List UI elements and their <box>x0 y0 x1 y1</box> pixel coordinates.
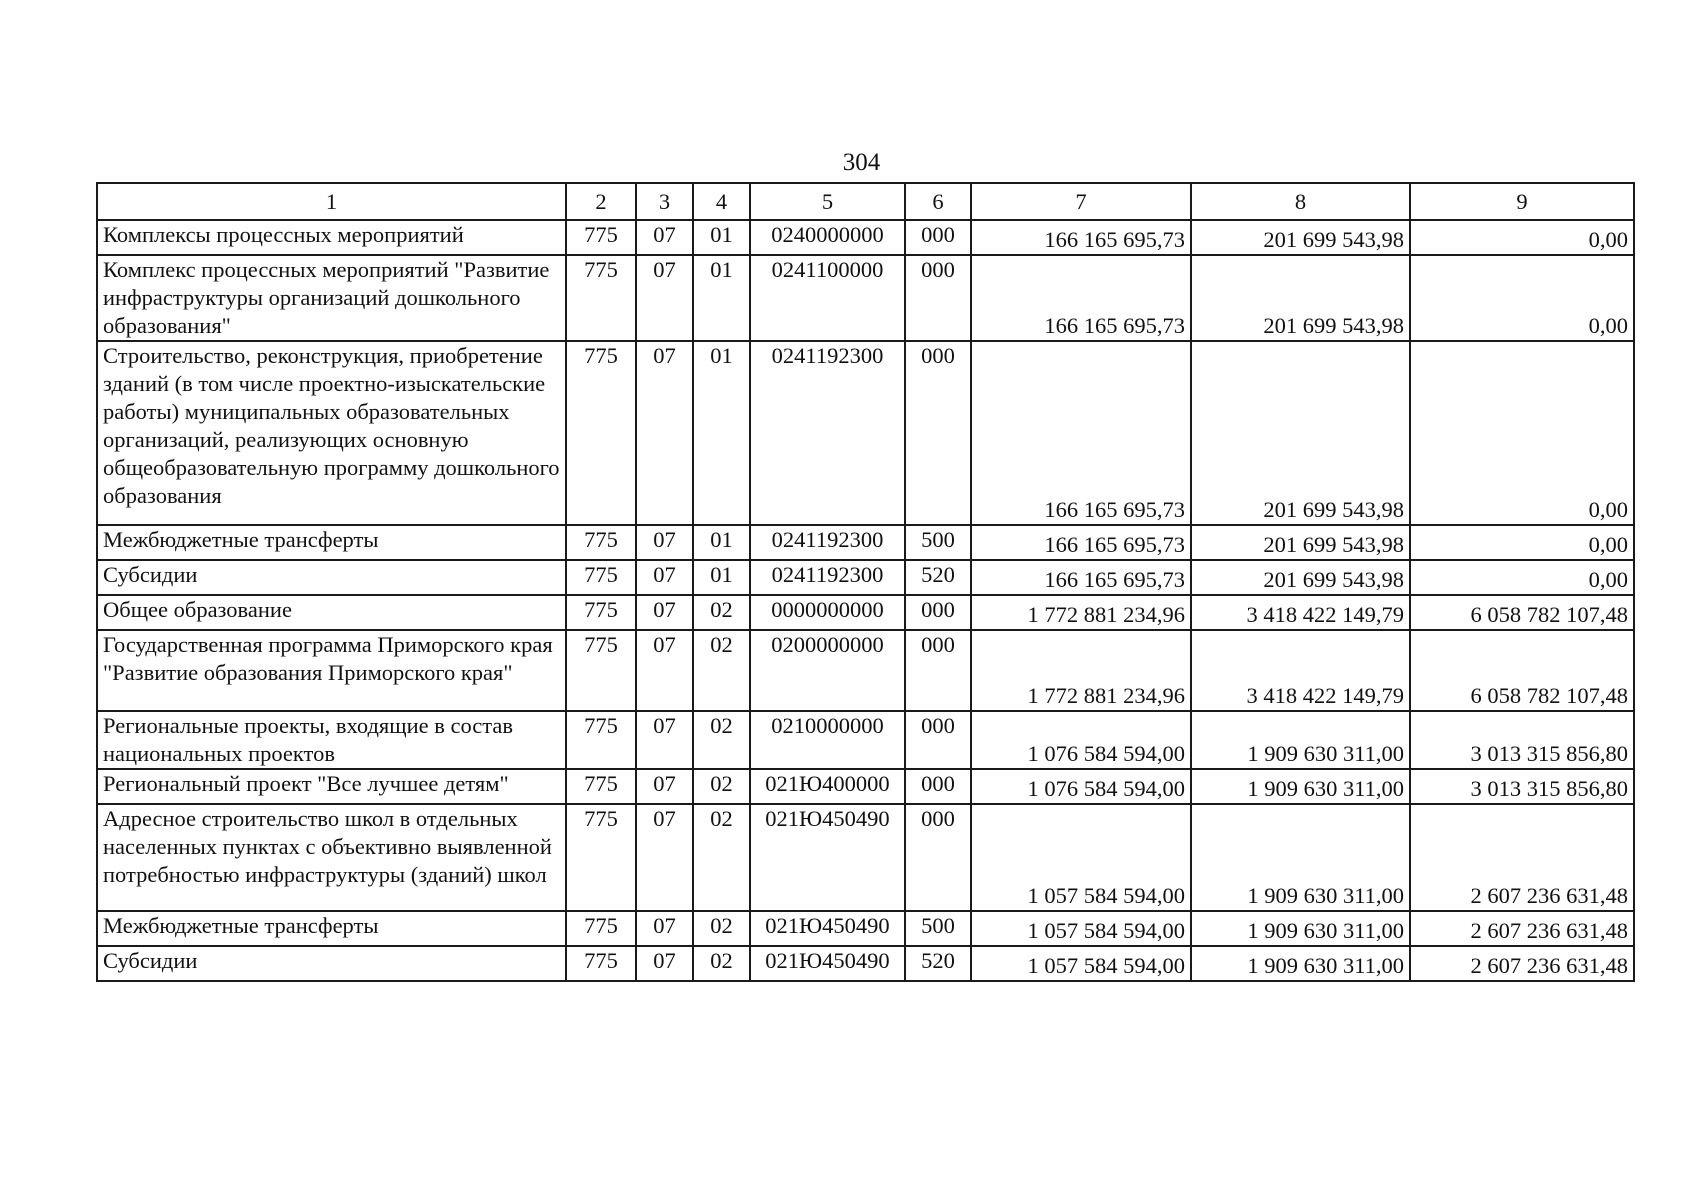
table-row <box>97 595 1634 630</box>
row-name: Комплекс процессных мероприятий "Развитие инфраструктуры организаций дошкольного образования" <box>97 255 566 341</box>
cell-amount-7: 1 057 584 594,00 <box>971 804 1191 911</box>
cell-amount-9: 2 607 236 631,48 <box>1410 804 1634 911</box>
column-header: 5 <box>750 183 905 220</box>
cell-code-3: 07 <box>636 341 693 525</box>
cell-code-4: 01 <box>693 255 750 341</box>
cell-code-5: 0241100000 <box>750 255 905 341</box>
cell-code-3: 07 <box>636 525 693 560</box>
cell-code-6: 500 <box>905 525 971 560</box>
cell-code-6: 000 <box>905 630 971 711</box>
cell-code-4: 01 <box>693 560 750 595</box>
cell-code-2: 775 <box>566 220 636 255</box>
cell-code-4: 02 <box>693 946 750 981</box>
cell-amount-8: 3 418 422 149,79 <box>1191 630 1410 711</box>
table-header-row <box>97 183 1634 220</box>
cell-code-2: 775 <box>566 341 636 525</box>
cell-code-3: 07 <box>636 911 693 946</box>
cell-amount-8: 1 909 630 311,00 <box>1191 769 1410 804</box>
cell-code-6: 000 <box>905 769 971 804</box>
cell-code-3: 07 <box>636 220 693 255</box>
row-name: Региональные проекты, входящие в состав национальных проектов <box>97 711 566 769</box>
column-header: 8 <box>1191 183 1410 220</box>
cell-code-3: 07 <box>636 630 693 711</box>
cell-amount-7: 1 076 584 594,00 <box>971 711 1191 769</box>
cell-code-5: 0241192300 <box>750 525 905 560</box>
cell-code-5: 021Ю450490 <box>750 911 905 946</box>
table-body <box>97 220 1634 981</box>
budget-table <box>96 182 1635 982</box>
cell-amount-7: 166 165 695,73 <box>971 255 1191 341</box>
cell-code-6: 520 <box>905 560 971 595</box>
cell-amount-9: 6 058 782 107,48 <box>1410 630 1634 711</box>
cell-amount-8: 1 909 630 311,00 <box>1191 711 1410 769</box>
table-row <box>97 220 1634 255</box>
cell-code-2: 775 <box>566 946 636 981</box>
cell-amount-7: 1 057 584 594,00 <box>971 911 1191 946</box>
page-number: 304 <box>842 149 881 176</box>
cell-amount-7: 166 165 695,73 <box>971 560 1191 595</box>
cell-amount-7: 166 165 695,73 <box>971 220 1191 255</box>
column-header: 7 <box>971 183 1191 220</box>
table-row <box>97 711 1634 769</box>
cell-code-6: 000 <box>905 341 971 525</box>
table-row <box>97 255 1634 341</box>
row-name: Межбюджетные трансферты <box>97 525 566 560</box>
cell-amount-8: 1 909 630 311,00 <box>1191 911 1410 946</box>
cell-amount-8: 201 699 543,98 <box>1191 220 1410 255</box>
cell-amount-8: 201 699 543,98 <box>1191 341 1410 525</box>
cell-code-3: 07 <box>636 804 693 911</box>
cell-code-5: 021Ю450490 <box>750 804 905 911</box>
cell-code-2: 775 <box>566 595 636 630</box>
cell-code-6: 000 <box>905 804 971 911</box>
cell-code-2: 775 <box>566 525 636 560</box>
cell-amount-7: 166 165 695,73 <box>971 341 1191 525</box>
cell-amount-8: 3 418 422 149,79 <box>1191 595 1410 630</box>
cell-code-4: 02 <box>693 911 750 946</box>
cell-amount-9: 3 013 315 856,80 <box>1410 711 1634 769</box>
cell-code-2: 775 <box>566 911 636 946</box>
row-name: Субсидии <box>97 560 566 595</box>
cell-amount-9: 6 058 782 107,48 <box>1410 595 1634 630</box>
cell-amount-8: 201 699 543,98 <box>1191 255 1410 341</box>
cell-code-6: 000 <box>905 255 971 341</box>
cell-code-5: 0200000000 <box>750 630 905 711</box>
cell-amount-9: 0,00 <box>1410 341 1634 525</box>
cell-code-5: 0240000000 <box>750 220 905 255</box>
cell-amount-9: 0,00 <box>1410 560 1634 595</box>
table-row <box>97 769 1634 804</box>
table-row <box>97 946 1634 981</box>
cell-code-4: 02 <box>693 769 750 804</box>
cell-code-6: 500 <box>905 911 971 946</box>
cell-amount-9: 0,00 <box>1410 525 1634 560</box>
cell-code-6: 000 <box>905 711 971 769</box>
column-header: 1 <box>97 183 566 220</box>
cell-amount-8: 201 699 543,98 <box>1191 525 1410 560</box>
table-row <box>97 804 1634 911</box>
column-header: 6 <box>905 183 971 220</box>
cell-amount-8: 201 699 543,98 <box>1191 560 1410 595</box>
table-row <box>97 341 1634 525</box>
cell-code-3: 07 <box>636 711 693 769</box>
column-header: 9 <box>1410 183 1634 220</box>
cell-code-5: 0241192300 <box>750 560 905 595</box>
cell-code-2: 775 <box>566 630 636 711</box>
table-row <box>97 525 1634 560</box>
cell-code-4: 01 <box>693 341 750 525</box>
table-row <box>97 911 1634 946</box>
cell-code-3: 07 <box>636 769 693 804</box>
cell-code-4: 02 <box>693 804 750 911</box>
cell-amount-9: 0,00 <box>1410 220 1634 255</box>
cell-code-5: 0210000000 <box>750 711 905 769</box>
column-header: 3 <box>636 183 693 220</box>
cell-code-4: 02 <box>693 595 750 630</box>
column-header: 2 <box>566 183 636 220</box>
cell-amount-8: 1 909 630 311,00 <box>1191 804 1410 911</box>
cell-code-3: 07 <box>636 560 693 595</box>
cell-amount-7: 1 772 881 234,96 <box>971 630 1191 711</box>
row-name: Межбюджетные трансферты <box>97 911 566 946</box>
row-name: Комплексы процессных мероприятий <box>97 220 566 255</box>
cell-amount-9: 2 607 236 631,48 <box>1410 946 1634 981</box>
cell-amount-7: 1 076 584 594,00 <box>971 769 1191 804</box>
cell-code-5: 021Ю400000 <box>750 769 905 804</box>
cell-code-2: 775 <box>566 560 636 595</box>
cell-amount-9: 0,00 <box>1410 255 1634 341</box>
cell-code-2: 775 <box>566 255 636 341</box>
cell-code-4: 02 <box>693 711 750 769</box>
row-name: Общее образование <box>97 595 566 630</box>
cell-code-6: 000 <box>905 220 971 255</box>
cell-code-2: 775 <box>566 804 636 911</box>
cell-amount-7: 166 165 695,73 <box>971 525 1191 560</box>
cell-code-2: 775 <box>566 711 636 769</box>
cell-code-6: 520 <box>905 946 971 981</box>
cell-code-4: 01 <box>693 525 750 560</box>
cell-code-6: 000 <box>905 595 971 630</box>
table-row <box>97 560 1634 595</box>
row-name: Субсидии <box>97 946 566 981</box>
cell-code-4: 01 <box>693 220 750 255</box>
cell-code-5: 021Ю450490 <box>750 946 905 981</box>
cell-amount-9: 3 013 315 856,80 <box>1410 769 1634 804</box>
cell-amount-8: 1 909 630 311,00 <box>1191 946 1410 981</box>
cell-amount-7: 1 772 881 234,96 <box>971 595 1191 630</box>
row-name: Государственная программа Приморского края "Развитие образования Приморского края" <box>97 630 566 711</box>
table-row <box>97 630 1634 711</box>
cell-code-2: 775 <box>566 769 636 804</box>
cell-code-5: 0241192300 <box>750 341 905 525</box>
cell-code-3: 07 <box>636 595 693 630</box>
cell-code-5: 0000000000 <box>750 595 905 630</box>
cell-code-3: 07 <box>636 946 693 981</box>
cell-amount-7: 1 057 584 594,00 <box>971 946 1191 981</box>
row-name: Адресное строительство школ в отдельных населенных пунктах с объективно выявленной потребностью инфраструктуры (зданий) школ <box>97 804 566 911</box>
column-header: 4 <box>693 183 750 220</box>
cell-amount-9: 2 607 236 631,48 <box>1410 911 1634 946</box>
cell-code-4: 02 <box>693 630 750 711</box>
row-name: Строительство, реконструкция, приобретение зданий (в том числе проектно-изыскательские работы) муниципальных образовательных организаций, реализующих основную общеобразовательную программу дошкольного образования <box>97 341 566 525</box>
cell-code-3: 07 <box>636 255 693 341</box>
row-name: Региональный проект "Все лучшее детям" <box>97 769 566 804</box>
